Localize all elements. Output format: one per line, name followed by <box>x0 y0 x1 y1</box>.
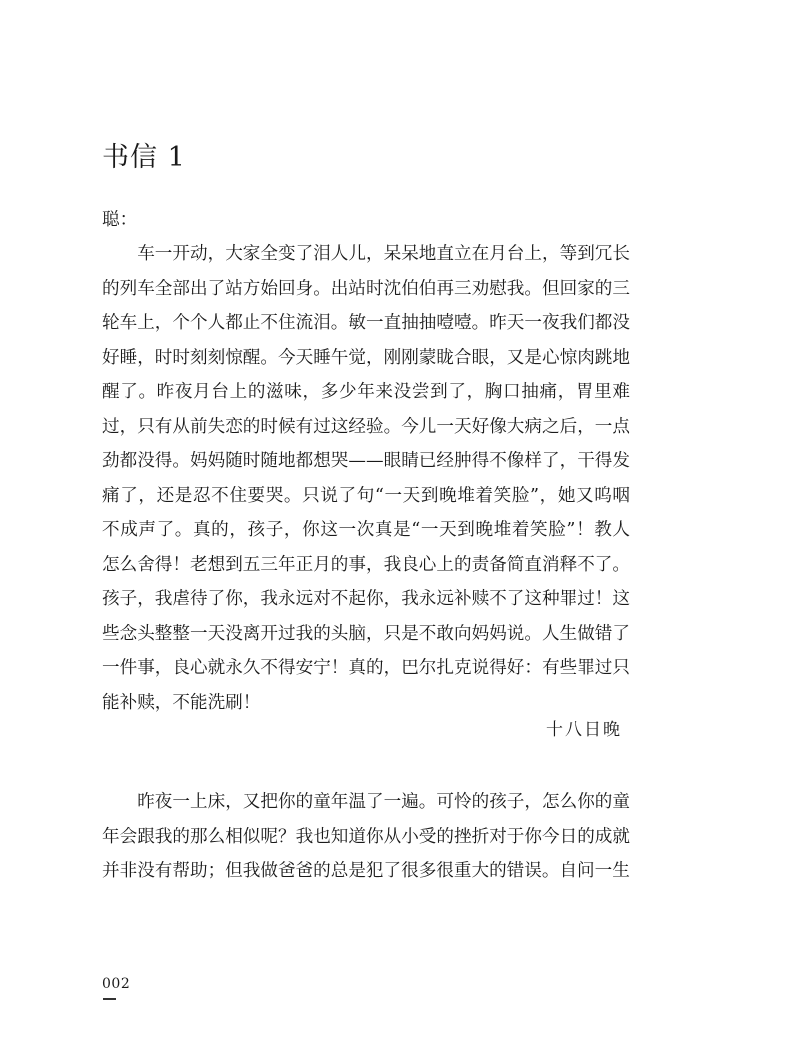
letter-body-first <box>102 237 630 720</box>
page-number: 002 <box>102 976 131 992</box>
letter-body-second <box>102 785 630 889</box>
letter-salutation: 聪： <box>102 210 138 230</box>
letter-paragraph: 车一开动，大家全变了泪人儿，呆呆地直立在月台上，等到冗长的列车全部出了站方始回身。出站时沈伯伯再三劝慰我。但回家的三轮车上，个个人都止不住流泪。敏一直抽抽噎噎。昨天一夜我们都没好睡，时时刻刻惊醒。今天睡午觉，刚刚蒙眬合眼，又是心惊肉跳地醒了。昨夜月台上的滋味，多少年来没尝到了，胸口抽痛，胃里难过，只有从前失恋的时候有过这经验。今儿一天好像大病之后，一点劲都没得。妈妈随时随地都想哭——眼睛已经肿得不像样了，干得发痛了，还是忍不住要哭。只说了句“一天到晚堆着笑脸”，她又呜咽不成声了。真的，孩子，你这一次真是“一天到晚堆着笑脸”！教人怎么舍得！老想到五三年正月的事，我良心上的责备简直消释不了。孩子，我虐待了你，我永远对不起你，我永远补赎不了这种罪过！这些念头整整一天没离开过我的头脑，只是不敢向妈妈说。人生做错了一件事，良心就永久不得安宁！真的，巴尔扎克说得好：有些罪过只能补赎，不能洗刷！ <box>102 244 630 713</box>
page-number-underline <box>103 998 116 1000</box>
letter-date-signature: 十八日晚 <box>546 720 622 740</box>
letter-paragraph-continued: 昨夜一上床，又把你的童年温了一遍。可怜的孩子，怎么你的童年会跟我的那么相似呢？我也知道你从小受的挫折对于你今日的成就并非没有帮助；但我做爸爸的总是犯了很多很重大的错误。自问一生 <box>102 792 630 881</box>
section-title: 书信 1 <box>102 142 186 173</box>
